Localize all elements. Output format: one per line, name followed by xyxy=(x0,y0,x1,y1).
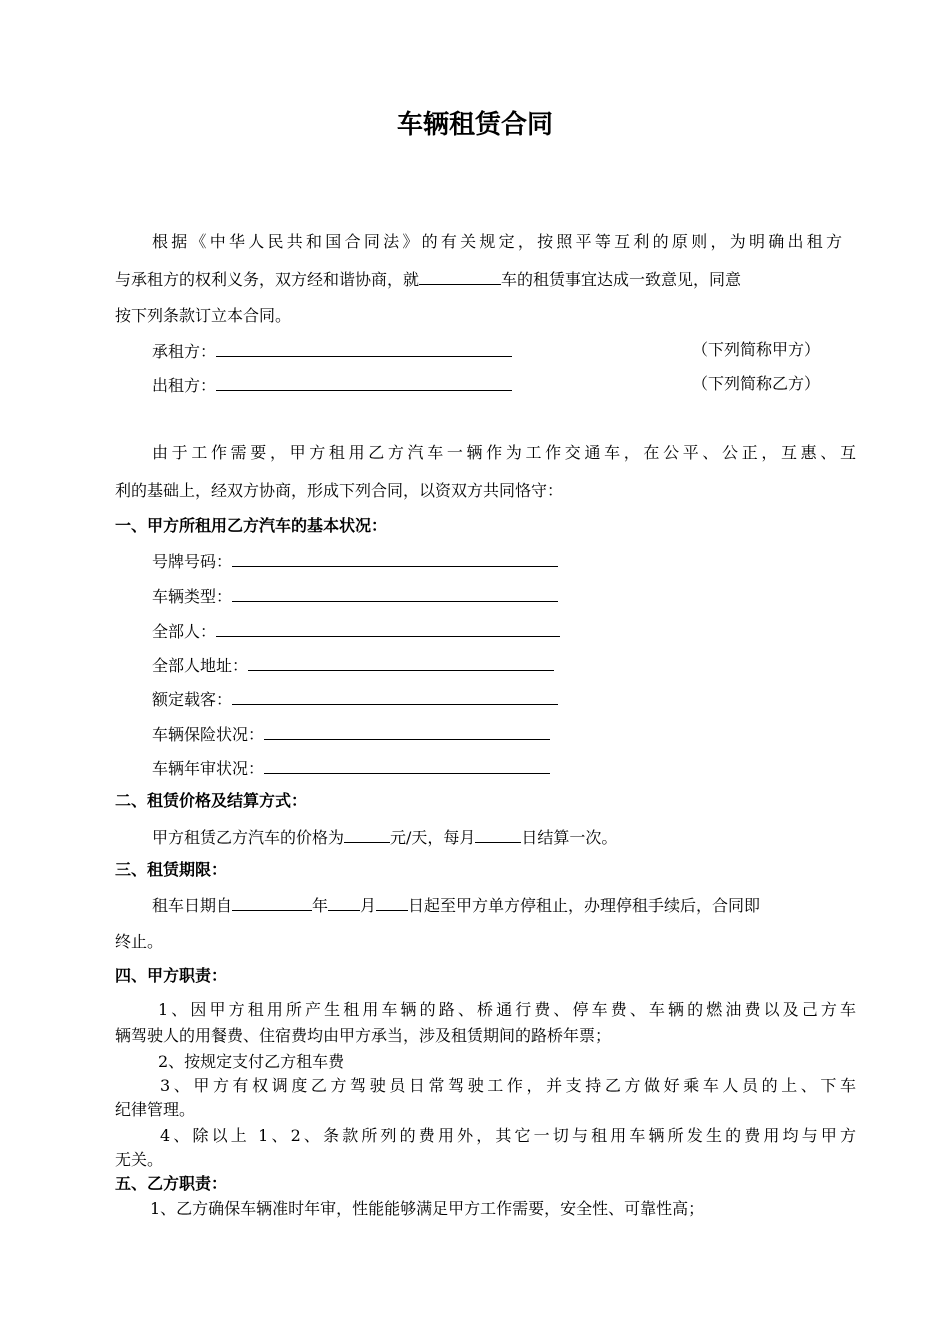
price-line xyxy=(152,826,617,848)
intro-line-3: 按下列条款订立本合同。 xyxy=(115,306,292,325)
intro-line-2-start: 与承租方的权利义务，双方经和谐协商，就 xyxy=(115,270,420,289)
document-title: 车辆租赁合同 xyxy=(396,110,553,140)
owner-address-blank[interactable] xyxy=(248,654,554,671)
field-label: 车辆年审状况： xyxy=(152,759,265,778)
intro-line-1: 根据《中华人民共和国合同法》的有关规定，按照平等互利的原则，为明确出租方 xyxy=(152,232,842,251)
price-text-c: 日结算一次。 xyxy=(521,828,618,847)
field-label: 全部人： xyxy=(152,622,217,641)
purpose-line-2: 利的基础上，经双方协商，形成下列合同，以资双方共同恪守： xyxy=(115,481,564,500)
lessor-row xyxy=(152,374,512,396)
annual-inspection-blank[interactable] xyxy=(264,757,550,774)
lessee-duty-1-line-1: 1、因甲方租用所产生租用车辆的路、桥通行费、停车费、车辆的燃油费以及己方车 xyxy=(158,1000,856,1019)
lessee-duty-1-line-2: 辆驾驶人的用餐费、住宿费均由甲方承当，涉及租赁期间的路桥年票； xyxy=(115,1026,612,1045)
purpose-line-1: 由于工作需要，甲方租用乙方汽车一辆作为工作交通车，在公平、公正，互惠、互 xyxy=(152,443,856,462)
lessee-note: （下列简称甲方） xyxy=(692,340,821,359)
field-label: 车辆类型： xyxy=(152,587,233,606)
field-rated-passengers xyxy=(152,688,558,710)
lessee-duty-2: 2、按规定支付乙方租车费 xyxy=(158,1052,345,1071)
period-text-a: 租车日期自 xyxy=(152,896,233,915)
lessee-label: 承租方： xyxy=(152,342,217,361)
section-4-heading: 四、甲方职责： xyxy=(115,966,228,985)
lease-period-end: 终止。 xyxy=(115,932,164,951)
start-day-blank[interactable] xyxy=(376,894,408,911)
field-insurance-status xyxy=(152,723,550,745)
lessor-blank[interactable] xyxy=(216,374,512,391)
section-3-heading: 三、租赁期限： xyxy=(115,860,228,879)
lease-period-line xyxy=(152,894,760,916)
plate-number-blank[interactable] xyxy=(232,550,558,567)
lessee-duty-3-line-1: 3、甲方有权调度乙方驾驶员日常驾驶工作，并支持乙方做好乘车人员的上、下车 xyxy=(160,1076,856,1095)
price-text-b: 元/天，每月 xyxy=(390,828,476,847)
section-2-heading: 二、租赁价格及结算方式： xyxy=(115,791,308,810)
lessee-row xyxy=(152,340,512,362)
field-label: 全部人地址： xyxy=(152,656,249,675)
insurance-status-blank[interactable] xyxy=(264,723,550,740)
vehicle-type-blank[interactable] xyxy=(232,585,558,602)
owner-blank[interactable] xyxy=(216,620,560,637)
period-text-d: 日起至甲方单方停租止，办理停租手续后，合同即 xyxy=(408,896,761,915)
start-month-blank[interactable] xyxy=(328,894,360,911)
field-annual-inspection-status xyxy=(152,757,550,779)
section-1-heading: 一、甲方所租用乙方汽车的基本状况： xyxy=(115,516,388,535)
field-owner xyxy=(152,620,560,642)
section-5-heading: 五、乙方职责： xyxy=(115,1174,228,1193)
lessee-duty-3-line-2: 纪律管理。 xyxy=(115,1100,196,1119)
daily-price-blank[interactable] xyxy=(344,826,390,843)
period-text-c: 月 xyxy=(360,896,377,915)
vehicle-blank[interactable] xyxy=(419,268,501,285)
field-vehicle-type xyxy=(152,585,558,607)
field-plate-number xyxy=(152,550,558,572)
field-label: 额定载客： xyxy=(152,690,233,709)
lessor-duty-1: 1、乙方确保车辆准时年审，性能能够满足甲方工作需要，安全性、可靠性高； xyxy=(150,1199,705,1218)
field-label: 车辆保险状况： xyxy=(152,725,265,744)
rated-passengers-blank[interactable] xyxy=(232,688,558,705)
lessor-label: 出租方： xyxy=(152,376,217,395)
lessee-blank[interactable] xyxy=(216,340,512,357)
field-owner-address xyxy=(152,654,554,676)
intro-line-2 xyxy=(115,268,850,290)
period-text-b: 年 xyxy=(312,896,329,915)
lessee-duty-4-line-2: 无关。 xyxy=(115,1150,164,1169)
price-text-a: 甲方租赁乙方汽车的价格为 xyxy=(152,828,345,847)
start-year-blank[interactable] xyxy=(232,894,312,911)
settlement-day-blank[interactable] xyxy=(475,826,521,843)
intro-line-2-end: 车的租赁事宜达成一致意见，同意 xyxy=(501,270,742,289)
lessee-duty-4-line-1: 4、除以上 1、2、条款所列的费用外，其它一切与租用车辆所发生的费用均与甲方 xyxy=(160,1126,856,1145)
field-label: 号牌号码： xyxy=(152,552,233,571)
lessor-note: （下列简称乙方） xyxy=(692,374,821,393)
